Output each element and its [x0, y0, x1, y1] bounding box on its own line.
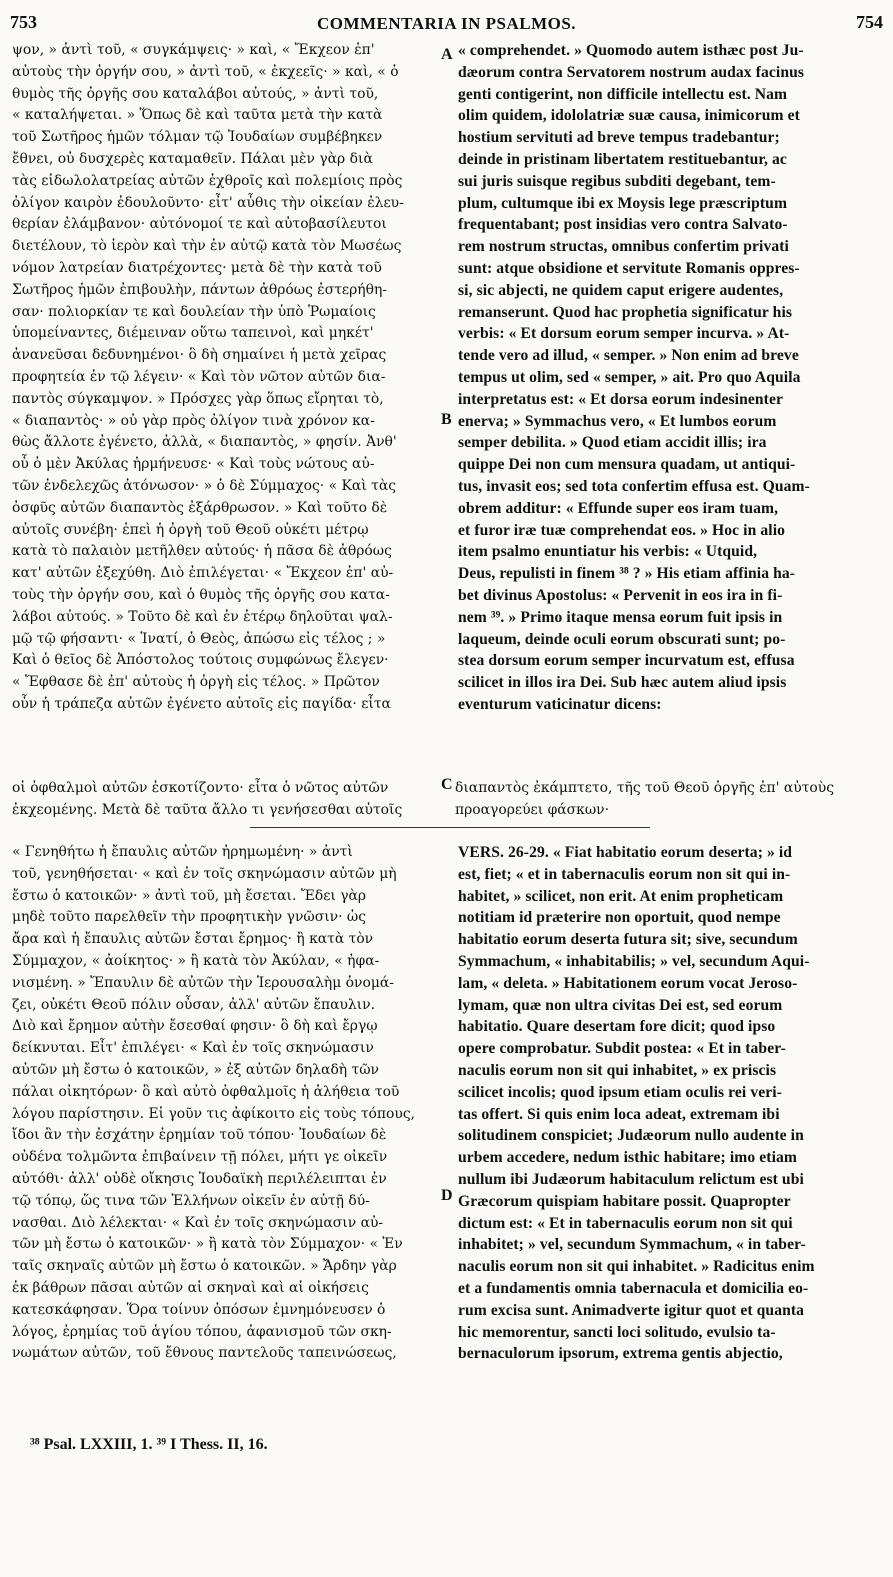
- greek-column-top: ψον, » ἀντὶ τοῦ, « συγκάμψεις· » καὶ, « Ἔκχεον ἐπ' αὐτοὺς τὴν ὀργήν σου, » ἀντὶ τοῦ, « ἐκχεεῖς· » καὶ, « ὁ θυμὸς τῆς ὀργῆς σου καταλάβοι αὐτούς, » ἀντὶ τοῦ, « καταλήψεται. » Ὅπως δὲ καὶ ταῦτα μετὰ τὴν κατὰ τοῦ Σωτῆρος ἡμῶν τόλμαν τῷ Ἰουδαίων συμβέβηκεν ἔθνει, οὐ δυσχερὲς καταμαθεῖν. Πάλαι μὲν γὰρ διὰ τὰς εἰδωλολατρείας αὐτῶν ἐχθροῖς καὶ πολεμίοις πρὸς ὀλίγον καιρὸν ἐδουλοῦντο· εἶτ' αὖθις τὴν οἰκείαν ἐλευ- θερίαν ἐλάμβανον· αὐτόνομοί τε καὶ αὐτοβασίλευτοι διετέλουν, τὸ ἱερὸν καὶ τὴν ἐν αὐτῷ κατὰ τὸν Μωσέως νόμον λατρείαν διατρέχοντες· μετὰ δὲ τὴν κατὰ τοῦ Σωτῆρος ἡμῶν ἐπιβουλὴν, πάντων ἀθρόως ἐστερήθη- σαν· πολιορκίαν τε καὶ δουλείαν τὴν ὑπὸ Ῥωμαίοις ὑπομείναντες, διέμειναν οὕτω ταπεινοὶ, καὶ μηκέτ' ἀνανεῦσαι δεδυνημένοι· ὃ δὴ σημαίνει ἡ μετὰ χεῖρας προφητεία ἐν τῷ λέγειν· « Καὶ τὸν νῶτον αὐτῶν δια- παντὸς σύγκαμψον. » Πρόσχες γὰρ ὅπως εἴρηται τὸ, « διαπαντὸς· » οὐ γὰρ πρὸς ὀλίγον τινὰ χρόνον κα- θὼς ἄλλοτε ἐγένετο, ἀλλὰ, « διαπαντὸς, » φησίν. Ἀνθ' οὗ ὁ μὲν Ἀκύλας ἡρμήνευσε· « Καὶ τοὺς νώτους αὐ- τῶν ἐνδελεχῶς ἀτόνωσον· » ὁ δὲ Σύμμαχος· « Καὶ τὰς ὀσφῦς αὐτῶν διαπαντὸς ἐξάρθρωσον. » Καὶ τοῦτο δὲ αὐτοῖς συνέβη· ἐπεὶ ἡ ὀργὴ τοῦ Θεοῦ οὐκέτι μέτρῳ κατὰ τὸ παλαιὸν μετῆλθεν αὐτούς· ἡ πᾶσα δὲ ἀθρόως κατ' αὐτῶν ἐξεχύθη. Διὸ ἐπιλέγεται· « Ἔκχεον ἐπ' αὐ- τοὺς τὴν ὀργήν σου, καὶ ὁ θυμὸς τῆς ὀργῆς σου κατα- λάβοι αὐτούς. » Τοῦτο δὲ καὶ ἐν ἑτέρῳ δηλοῦται ψαλ- μῷ τῷ φήσαντι· « Ἱνατί, ὁ Θεὸς, ἀπώσω εἰς τέλος ; » Καὶ ὁ θεῖος δὲ Ἀπόστολος τούτοις συμφώνως ἔλεγεν· « Ἔφθασε δὲ ἐπ' αὐτοὺς ἡ ὀργὴ εἰς τέλος. » Πρῶτον οὖν ἡ τράπεζα αὐτῶν ἐγένετο αὐτοῖς εἰς παγίδα· εἶτα: [12, 42, 404, 712]
- footnotes: ³⁸ Psal. LXXIII, 1. ³⁹ I Thess. II, 16.: [30, 1436, 268, 1453]
- greek-spanning-right: διαπαντὸς ἐκάμπτετο, τῆς τοῦ Θεοῦ ὀργῆς ἐπ' αὐτοὺς προαγορεύει φάσκων·: [455, 780, 834, 818]
- section-divider: [250, 827, 650, 828]
- running-title: COMMENTARIA IN PSALMOS.: [316, 14, 577, 33]
- latin-column-bottom: VERS. 26-29. « Fiat habitatio eorum deserta; » id est, fiet; « et in tabernaculis eorum non sit qui in- habitet, » scilicet, non erit. At enim propheticam notitiam id præterire non oportuit, quod nempe habitatio eorum deserta futura sit; sive, secundum Symmachum, « inhabitabilis; » vel, secundum Aqui- lam, « deleta. » Habitationem eorum vocat Jeroso- lymam, quæ non ultra civitas Dei est, sed eorum habitatio. Quare desertam fore dicit; quod ipso opere comprobatur. Subdit postea: « Et in taber- naculis eorum non sit qui inhabitet, » ex priscis scilicet incolis; quod ipsum etiam oculis rei veri- tas offert. Si quis enim loca adeat, extremam ibi solitudinem conspiciet; Judæorum nullo audente in urbem accedere, nedum isthic habitare; imo etiam nullum ibi Judæorum habitaculum relictum est ubi Græcorum quispiam habitare possit. Quapropter dictum est: « Et in tabernaculis eorum non sit qui inhabitet; » vel, secundum Symmachum, « in taber- naculis eorum non sit qui inhabitet. » Radicitus enim et a fundamentis omnia tabernacula et domicilia eo- rum excisa sunt. Animadverte igitur quot et quanta hic memorentur, sancti loci solitudo, evulsio ta- bernaculorum ipsorum, extrema gentis abjectio,: [458, 844, 815, 1363]
- section-marker-b: B: [441, 411, 452, 428]
- page-header: [10, 12, 883, 38]
- greek-spanning-left: οἱ ὀφθαλμοὶ αὐτῶν ἐσκοτίζοντο· εἶτα ὁ νῶτος αὐτῶν ἐκχεομένης. Μετὰ δὲ ταῦτα ἄλλο τι γενήσεσθαι αὐτοῖς: [12, 780, 403, 818]
- section-marker-a: A: [441, 46, 453, 63]
- section-marker-c: C: [441, 776, 453, 793]
- page-number-right: 754: [856, 12, 883, 32]
- latin-column-top: « comprehendet. » Quomodo autem isthæc post Ju- dæorum contra Servatorem nostrum audax facinus genti contigerint, non difficile intellectu est. Nam olim quidem, idololatriæ suæ causa, inimicorum et hostium servituti ad breve tempus tradebantur; deinde in pristinam libertatem restituebantur, ac sui juris suisque regibus subditi degebant, tem- plum, cultumque ibi ex Moysis lege præscriptum frequentabant; post insidias vero contra Salvato- rem nostrum structas, omnibus confertim privati sunt: atque obsidione et servitute Romanis oppres- si, sic abjecti, ne quidem caput erigere audentes, remanserunt. Quod hac prophetia significatur his verbis: « Et dorsum eorum semper incurva. » At- tende vero ad illud, « semper. » Non enim ad breve tempus ut olim, sed « semper, » ait. Pro quo Aquila interpretatus est: « Et dorsa eorum indesinenter enerva; » Symmachus vero, « Et lumbos eorum semper debilita. » Quod etiam accidit illis; ira quippe Dei non cum mensura quadam, ut antiqui- tus, invasit eos; sed tota confertim effusa est. Quam- obrem additur: « Effunde super eos iram tuam, et furor iræ tuæ comprehendat eos. » Hoc in alio item psalmo enuntiatur his verbis: « Utquid, Deus, repulisti in finem ³⁸ ? » His etiam affinia ha- bet divinus Apostolus: « Pervenit in eos ira in fi- nem ³⁹. » Primo itaque mensa eorum fuit ipsis in laqueum, deinde oculi eorum obscurati sunt; po- stea dorsum eorum semper incurvatum est, effusa scilicet in illos ira Dei. Sub hæc autem aliud ipsis eventurum vaticinatur dicens:: [458, 42, 810, 713]
- section-marker-d: D: [441, 1187, 453, 1204]
- page-number-left: 753: [10, 12, 37, 32]
- greek-column-bottom: « Γενηθήτω ἡ ἔπαυλις αὐτῶν ἠρημωμένη· » ἀντὶ τοῦ, γενηθήσεται· « καὶ ἐν τοῖς σκηνώμασιν αὐτῶν μὴ ἔστω ὁ κατοικῶν· » ἀντὶ τοῦ, μὴ ἔσεται. Ἔδει γὰρ μηδὲ τοῦτο παρελθεῖν τὴν προφητικὴν γνῶσιν· ὡς ἄρα καὶ ἡ ἔπαυλις αὐτῶν ἔσται ἔρημος· ἢ κατὰ τὸν Σύμμαχον, « ἀοίκητος· » ἢ κατὰ τὸν Ἀκύλαν, « ἠφα- νισμένη. » Ἔπαυλιν δὲ αὐτῶν τὴν Ἱερουσαλὴμ ὀνομά- ζει, οὐκέτι Θεοῦ πόλιν οὖσαν, ἀλλ' αὐτῶν ἔπαυλιν. Διὸ καὶ ἔρημον αὐτὴν ἔσεσθαί φησιν· ὃ δὴ καὶ ἔργῳ δείκνυται. Εἶτ' ἐπιλέγει· « Καὶ ἐν τοῖς σκηνώμασιν αὐτῶν μὴ ἔστω ὁ κατοικῶν, » ἐξ αὐτῶν δηλαδὴ τῶν πάλαι οἰκητόρων· ὃ καὶ αὐτὸ ὀφθαλμοῖς ἡ ἀλήθεια τοῦ λόγου παρίστησιν. Εἰ γοῦν τις ἀφίκοιτο εἰς τοὺς τόπους, ἴδοι ἂν τὴν ἐσχάτην ἐρημίαν τοῦ τόπου· Ἰουδαίων δὲ οὐδένα τολμῶντα ἐπιβαίνειν τῇ πόλει, μήτι γε οἰκεῖν αὐτόθι· ἀλλ' οὐδὲ οἴκησις Ἰουδαϊκὴ περιλέλειπται ἐν τῷ τόπῳ, ὥς τινα τῶν Ἑλλήνων οἰκεῖν ἐν αὐτῇ δύ- νασθαι. Διὸ λέλεκται· « Καὶ ἐν τοῖς σκηνώμασιν αὐ- τῶν μὴ ἔστω ὁ κατοικῶν· » ἢ κατὰ τὸν Σύμμαχον· « Ἐν ταῖς σκηναῖς αὐτῶν μὴ ἔστω ὁ κατοικῶν. » Ἄρδην γὰρ ἐκ βάθρων πᾶσαι αὐτῶν αἱ σκηναὶ καὶ αἱ οἰκήσεις κατεσκάφησαν. Ὅρα τοίνυν ὁπόσων ἐμνημόνευσεν ὁ λόγος, ἐρημίας τοῦ ἁγίου τόπου, ἀφανισμοῦ τῶν σκη- νωμάτων αὐτῶν, τοῦ ἔθνους παντελοῦς ταπεινώσεως,: [12, 844, 416, 1362]
